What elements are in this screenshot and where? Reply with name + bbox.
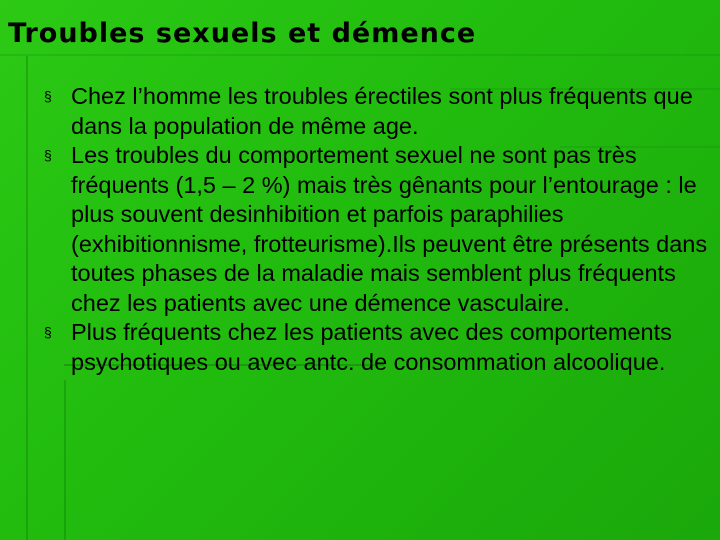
decorative-line — [0, 54, 720, 56]
decorative-line — [64, 380, 66, 540]
bullet-item — [44, 82, 708, 141]
bullet-text: Les troubles du comportement sexuel ne sont pas très fréquents (1,5 – 2 %) mais très gênants pour l’entourage : le plus souvent desinhibition et parfois paraphilies (exhibitionnisme, frotteurisme).Ils peuvent être présents dans toutes phases de la maladie mais semblent plus fréquents chez les patients avec une démence vasculaire. — [71, 142, 708, 316]
slide-title: Troubles sexuels et démence — [8, 18, 477, 49]
bullet-marker-icon: § — [44, 88, 52, 104]
bullet-text: Plus fréquents chez les patients avec des comportements psychotiques ou avec antc. de consommation alcoolique. — [71, 319, 672, 375]
bullet-text: Chez l’homme les troubles érectiles sont plus fréquents que dans la population de même age. — [71, 83, 693, 139]
bullet-item — [44, 141, 708, 318]
bullet-list — [44, 82, 708, 377]
bullet-marker-icon: § — [44, 147, 52, 163]
bullet-item — [44, 318, 708, 377]
decorative-line — [26, 56, 28, 540]
bullet-marker-icon: § — [44, 324, 52, 340]
